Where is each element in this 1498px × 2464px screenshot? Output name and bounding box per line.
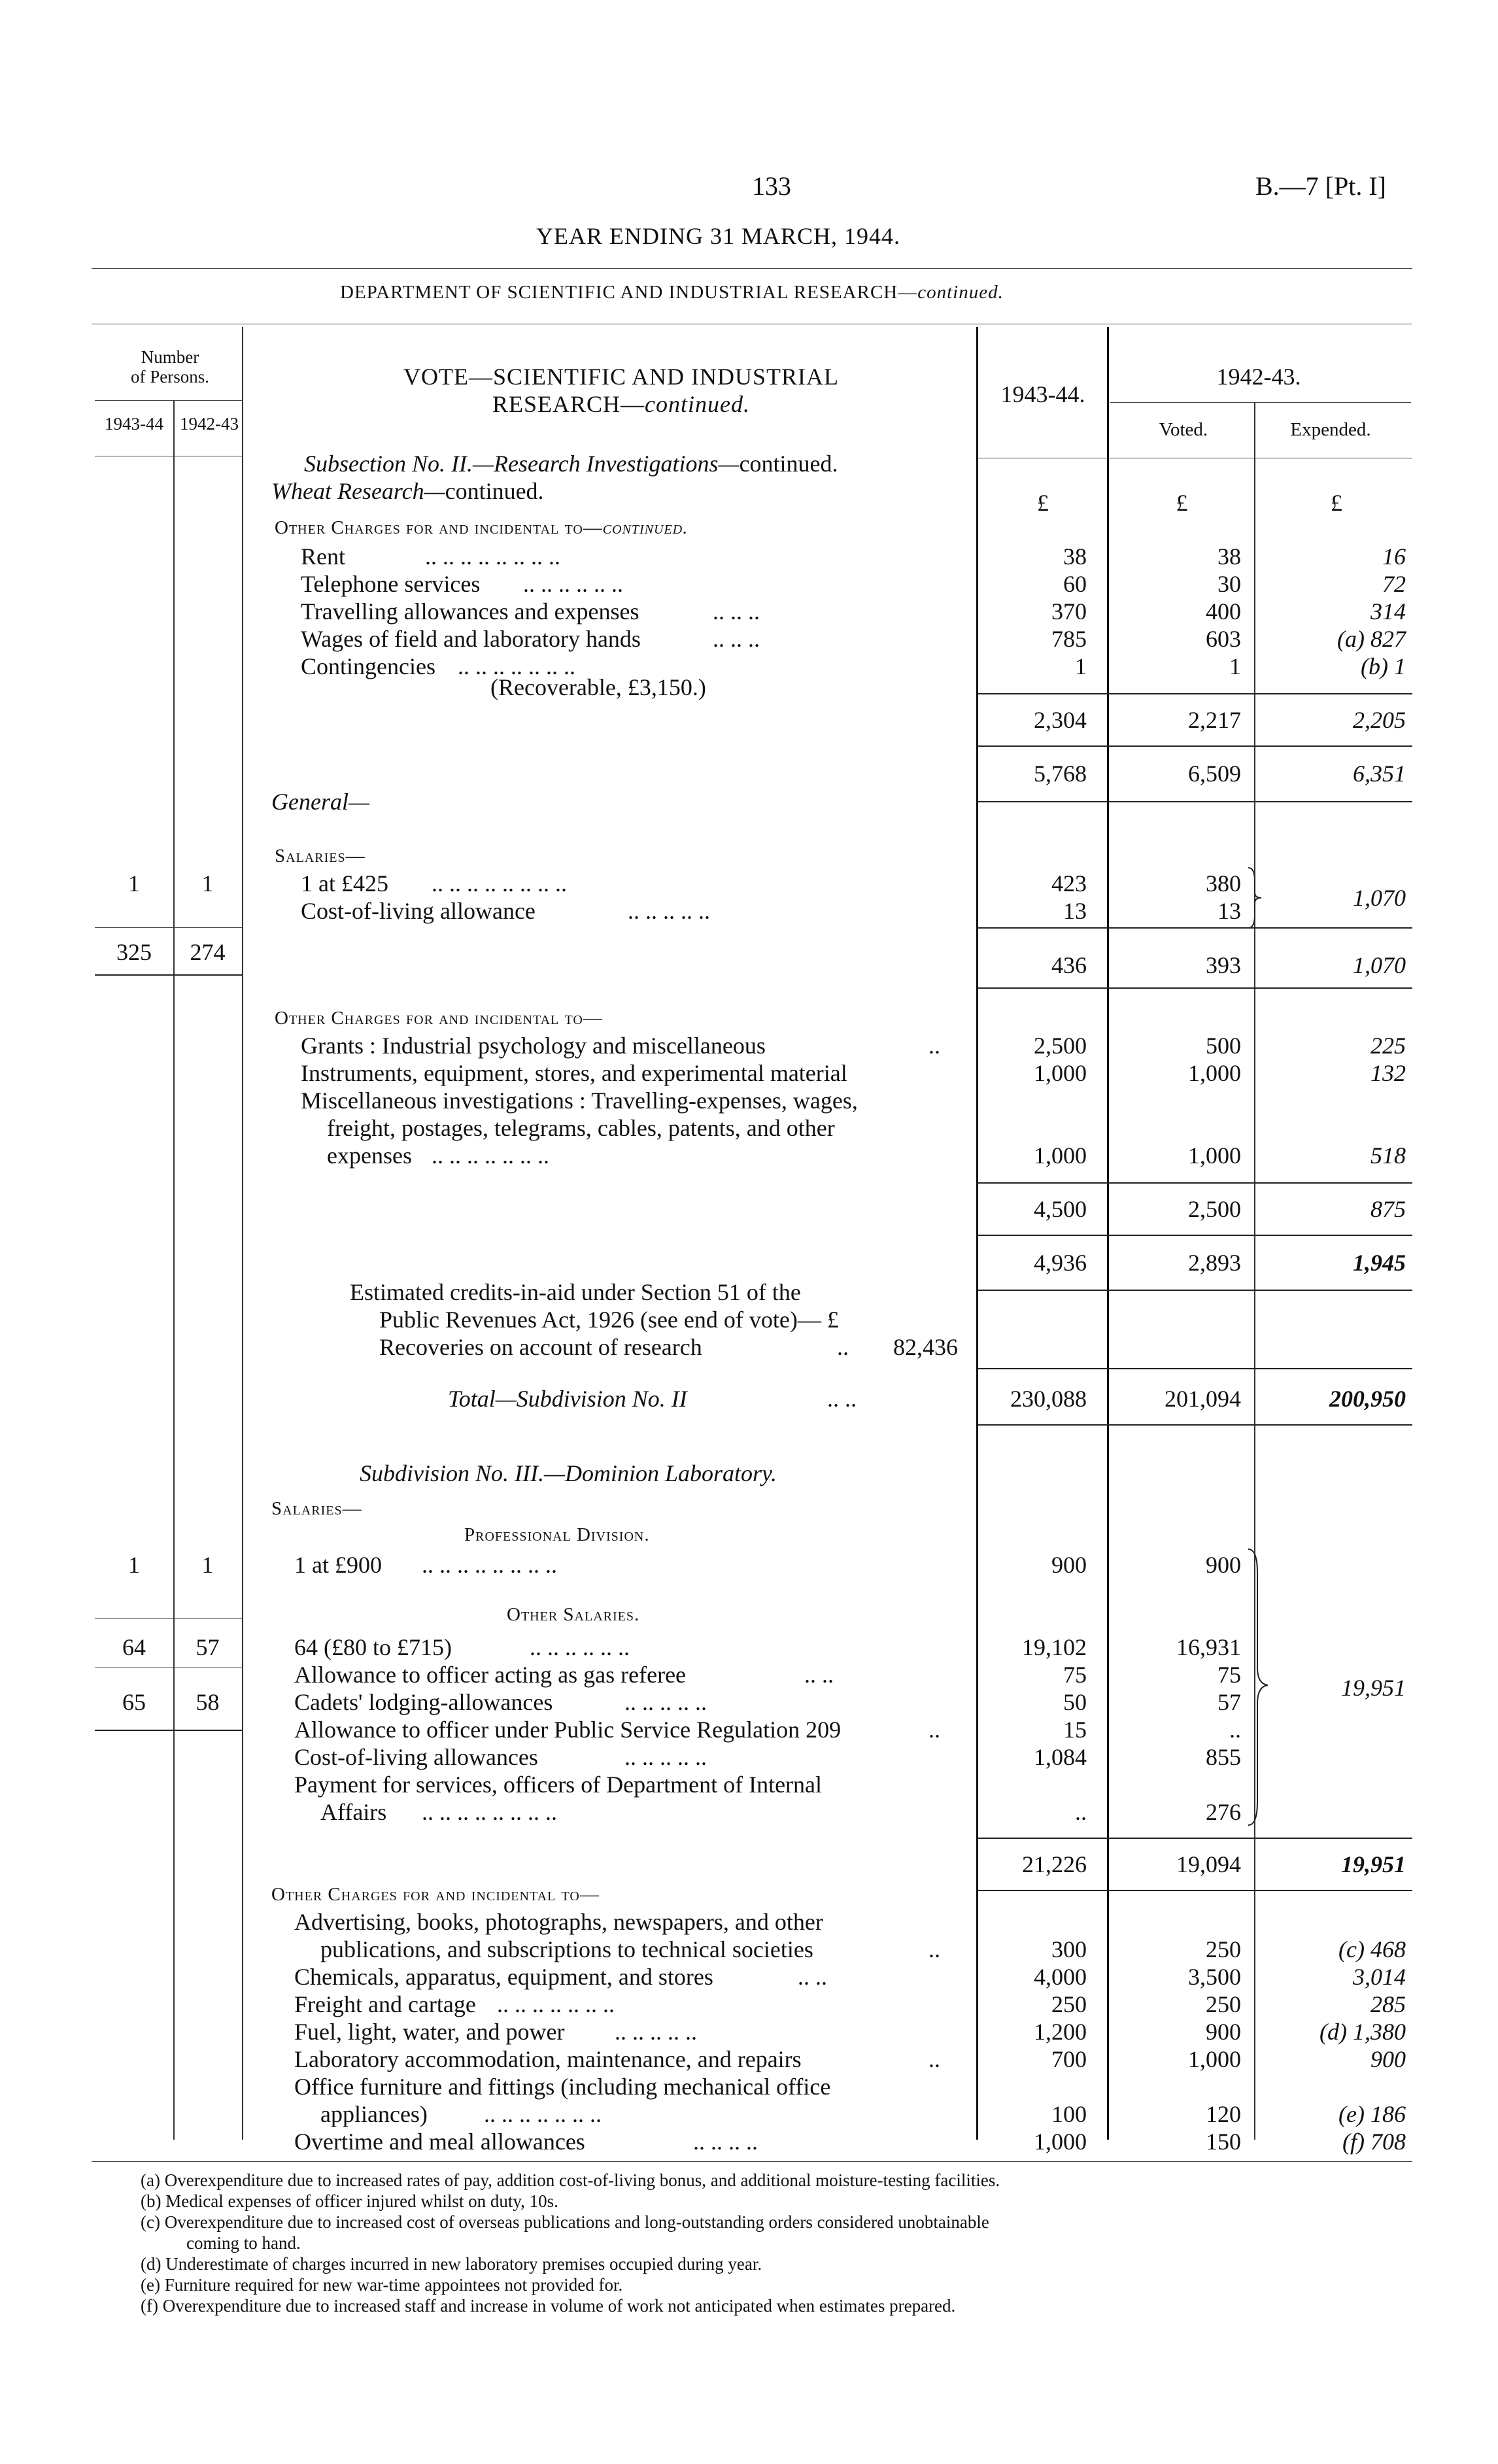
s3-fuel-voted: 900 [1206, 2019, 1241, 2045]
s1-row-1-1943: 60 [1063, 571, 1087, 597]
s1-row-2-expended: 314 [1370, 598, 1406, 625]
s3-office-expended: (e) 186 [1338, 2101, 1406, 2127]
s3-chem-1943: 4,000 [1034, 1964, 1087, 1990]
g-misc-line1: Miscellaneous investigations : Travelling-expenses, wages, [301, 1087, 858, 1114]
footnote-f: (f) Overexpenditure due to increased staff and increase in volume of work not anticipated when estimates prepared. [141, 2296, 956, 2316]
s3-chem-dots: .. .. [798, 1964, 827, 1990]
s3-adv-dots: .. [928, 1936, 940, 1962]
s3-office-1943: 100 [1051, 2101, 1087, 2127]
s3-adv-voted: 250 [1206, 1936, 1241, 1962]
g-misc-voted: 1,000 [1188, 1142, 1241, 1169]
g-r2-label: Cost-of-living allowance [301, 898, 536, 924]
subdiv-total-label: Total—Subdivision No. II [448, 1386, 687, 1412]
s3-fuel-label: Fuel, light, water, and power [294, 2019, 565, 2045]
subdiv3-salaries-heading: Salaries— [271, 1498, 362, 1519]
s3-r5-voted: .. [1229, 1717, 1241, 1743]
s3-r6-voted: 855 [1206, 1744, 1241, 1770]
s1-row-4-voted: 1 [1229, 653, 1241, 679]
s3-sub-1943: 21,226 [1022, 1851, 1087, 1877]
g-total-rule2 [978, 1290, 1412, 1291]
s1-subtotal-rule [978, 693, 1412, 694]
g-persons-total-1: 325 [116, 939, 152, 965]
g-persons-total-rule [95, 974, 242, 976]
g-total-1943: 4,936 [1034, 1250, 1087, 1276]
s3-r4-1943: 50 [1063, 1689, 1087, 1715]
s1-row-1-expended: 72 [1382, 571, 1406, 597]
other-salaries-heading: Other Salaries. [507, 1604, 640, 1625]
credits-value: 82,436 [893, 1334, 958, 1360]
s1-row-2-dots: .. .. .. [713, 598, 760, 625]
g-sub-voted: 393 [1206, 952, 1241, 978]
s1-rule3 [978, 801, 1412, 802]
s3-r7-1943: .. [1075, 1799, 1087, 1825]
recoverable-note: (Recoverable, £3,150.) [490, 674, 706, 700]
g-total-voted: 2,893 [1188, 1250, 1241, 1276]
footnote-b: (b) Medical expenses of officer injured whilst on duty, 10s. [141, 2191, 558, 2211]
s3-r4-dots: .. .. .. .. .. [624, 1689, 707, 1715]
credits-line3: Recoveries on account of research [379, 1334, 702, 1360]
g-misc-dots: .. .. .. .. .. .. .. [432, 1142, 549, 1169]
s3-sub-expended: 19,951 [1341, 1851, 1406, 1877]
g-oc-sub-voted: 2,500 [1188, 1196, 1241, 1222]
s3-sub-rule [978, 1838, 1412, 1839]
s1-row-1-voted: 30 [1217, 571, 1241, 597]
s3-office-label: appliances) [320, 2101, 428, 2127]
s3-r3-label: Allowance to officer acting as gas referee [294, 1662, 687, 1688]
s3-lab-voted: 1,000 [1188, 2046, 1241, 2072]
s1-row-2-label: Travelling allowances and expenses [301, 598, 639, 625]
s3-r6-1943: 1,084 [1034, 1744, 1087, 1770]
g-instr-1943: 1,000 [1034, 1060, 1087, 1086]
g-instr-label: Instruments, equipment, stores, and experimental material [301, 1060, 847, 1086]
g-r2-1943: 13 [1063, 898, 1087, 924]
vote-title-line1: VOTE—SCIENTIFIC AND INDUSTRIAL [403, 364, 839, 390]
s3-lab-expended: 900 [1370, 2046, 1406, 2072]
year-heading: YEAR ENDING 31 MARCH, 1944. [536, 223, 900, 249]
s3-r3-dots: .. .. [804, 1662, 834, 1688]
pound-1943: £ [1037, 490, 1049, 516]
other-charges-heading: Other Charges for and incidental to—continued. [275, 517, 689, 538]
footnote-a: (a) Overexpenditure due to increased rates of pay, addition cost-of-living bonus, and additional moisture-testing facilities. [141, 2170, 1000, 2190]
s1-row-0-dots: .. .. .. .. .. .. .. .. [425, 543, 560, 570]
s1-row-3-voted: 603 [1206, 626, 1241, 652]
s1-row-0-expended: 16 [1382, 543, 1406, 570]
s1-total-1943: 5,768 [1034, 761, 1087, 787]
s3-office-dots: .. .. .. .. .. .. .. [484, 2101, 602, 2127]
g-r2-dots: .. .. .. .. .. [628, 898, 710, 924]
footnote-rule [92, 2161, 1412, 2162]
s3-freight-label: Freight and cartage [294, 1991, 476, 2017]
s3-office-voted: 120 [1206, 2101, 1241, 2127]
persons-right-rule [242, 327, 243, 2140]
s3-r5-label: Allowance to officer under Public Service Regulation 209 [294, 1717, 842, 1743]
s3-fuel-dots: .. .. .. .. .. [615, 2019, 697, 2045]
s1-sub-voted: 2,217 [1188, 707, 1241, 733]
s3-r7-label: Affairs [320, 1799, 387, 1825]
footnote-c: (c) Overexpenditure due to increased cost of overseas publications and long-outstanding orders considered unobtainable [141, 2212, 989, 2232]
voted-header: Voted. [1159, 419, 1208, 440]
s3-r1-dots: .. .. .. .. .. .. .. .. [422, 1552, 557, 1578]
s3-lab-1943: 700 [1051, 2046, 1087, 2072]
g-total-rule [978, 1235, 1412, 1236]
s3-r6-label: Cost-of-living allowances [294, 1744, 538, 1770]
col-1942-rule [1110, 402, 1411, 403]
g-sub-expended: 1,070 [1353, 952, 1406, 978]
s3-r3-voted: 75 [1217, 1662, 1241, 1688]
g-r1-voted: 380 [1206, 870, 1241, 897]
document-reference: B.—7 [Pt. I] [1255, 171, 1386, 201]
s3-lab-label: Laboratory accommodation, maintenance, and repairs [294, 2046, 802, 2072]
s3-r1-label: 1 at £900 [294, 1552, 382, 1578]
s3-freight-voted: 250 [1206, 1991, 1241, 2017]
g-total-expended: 1,945 [1353, 1250, 1406, 1276]
subsection-heading: Subsection No. II.—Research Investigations—continued. [304, 451, 838, 477]
footnote-d: (d) Underestimate of charges incurred in new laboratory premises occupied during year. [141, 2254, 762, 2274]
s3-fuel-expended: (d) 1,380 [1319, 2019, 1406, 2045]
s3-adv-expended: (c) 468 [1338, 1936, 1406, 1962]
vote-title-line2: RESEARCH—continued. [492, 391, 750, 417]
s1-row-3-label: Wages of field and laboratory hands [301, 626, 641, 652]
g-misc-line2: freight, postages, telegrams, cables, patents, and other [327, 1115, 835, 1141]
s3-chem-label: Chemicals, apparatus, equipment, and stores [294, 1964, 713, 1990]
s3-freight-dots: .. .. .. .. .. .. .. [497, 1991, 615, 2017]
g-sub-rule2 [978, 987, 1412, 989]
s3-r4-voted: 57 [1217, 1689, 1241, 1715]
s3-r2-1943: 19,102 [1022, 1634, 1087, 1660]
subdiv-total-bottom-rule [978, 1424, 1412, 1426]
persons-header-rule [95, 400, 242, 401]
g-other-charges-heading: Other Charges for and incidental to— [275, 1008, 603, 1029]
g-instr-voted: 1,000 [1188, 1060, 1241, 1086]
s3-r5-dots: .. [928, 1717, 940, 1743]
professional-division-heading: Professional Division. [464, 1524, 650, 1545]
g-grants-1943: 2,500 [1034, 1033, 1087, 1059]
s1-row-0-label: Rent [301, 543, 345, 570]
s1-rule2 [978, 745, 1412, 747]
credits-line1: Estimated credits-in-aid under Section 51 of the [350, 1279, 801, 1305]
credits-line2: Public Revenues Act, 1926 (see end of vote)— £ [379, 1307, 839, 1333]
s3-r6-dots: .. .. .. .. .. [624, 1744, 707, 1770]
persons-divider [173, 400, 175, 2140]
pound-expended: £ [1331, 490, 1342, 516]
credits-dots: .. [837, 1334, 849, 1360]
subdiv-total-voted: 201,094 [1165, 1386, 1241, 1412]
s3-r2-dots: .. .. .. .. .. .. [530, 1634, 630, 1660]
s3-r4-p2: 58 [196, 1689, 220, 1715]
s3-r1-voted: 900 [1206, 1552, 1241, 1578]
s3-r2-voted: 16,931 [1176, 1634, 1241, 1660]
pound-voted: £ [1176, 490, 1188, 516]
subdiv3-heading: Subdivision No. III.—Dominion Laboratory. [360, 1460, 777, 1486]
s3-lab-dots: .. [928, 2046, 940, 2072]
g-grants-expended: 225 [1370, 1033, 1406, 1059]
persons-col-1943: 1943-44 [105, 414, 163, 434]
g-misc-1943: 1,000 [1034, 1142, 1087, 1169]
s3-r1-p2: 1 [201, 1552, 214, 1578]
col-1943-header: 1943-44. [1000, 381, 1085, 407]
g-oc-rule [978, 1182, 1412, 1184]
g-r1-p1: 1 [128, 870, 140, 897]
s3-adv-line1: Advertising, books, photographs, newspapers, and other [294, 1909, 823, 1935]
footnote-e: (e) Furniture required for new war-time appointees not provided for. [141, 2275, 623, 2295]
s3-adv-1943: 300 [1051, 1936, 1087, 1962]
s1-row-4-1943: 1 [1075, 653, 1087, 679]
s3-freight-1943: 250 [1051, 1991, 1087, 2017]
s3-chem-expended: 3,014 [1353, 1964, 1406, 1990]
s1-sub-expended: 2,205 [1353, 707, 1406, 733]
s1-row-1-dots: .. .. .. .. .. .. [523, 571, 623, 597]
g-grants-label: Grants : Industrial psychology and miscellaneous [301, 1033, 766, 1059]
s1-row-3-expended: (a) 827 [1337, 626, 1406, 652]
g-misc-expended: 518 [1370, 1142, 1406, 1169]
department-heading: DEPARTMENT OF SCIENTIFIC AND INDUSTRIAL RESEARCH—continued. [340, 282, 1004, 303]
persons-title-line2: of Persons. [131, 367, 209, 386]
subdiv-total-top-rule [978, 1368, 1412, 1369]
g-instr-expended: 132 [1370, 1060, 1406, 1086]
g-sub-rule [978, 927, 1412, 929]
s3-r7-dots: .. .. .. .. .. .. .. .. [422, 1799, 557, 1825]
s3-r2-p2: 57 [196, 1634, 220, 1660]
g-persons-rule [95, 927, 242, 928]
s1-row-2-voted: 400 [1206, 598, 1241, 625]
voted-expended-divider [1254, 402, 1255, 2140]
subdiv-total-1943: 230,088 [1010, 1386, 1087, 1412]
general-heading: General— [271, 789, 369, 815]
s1-row-2-1943: 370 [1051, 598, 1087, 625]
s1-row-4-expended: (b) 1 [1361, 653, 1406, 679]
s1-row-0-voted: 38 [1217, 543, 1241, 570]
s3-persons-rule-bottom [95, 1730, 242, 1731]
g-r2-voted: 13 [1217, 898, 1241, 924]
s1-sub-1943: 2,304 [1034, 707, 1087, 733]
s3-r1-p1: 1 [128, 1552, 140, 1578]
s1-row-3-dots: .. .. .. [713, 626, 760, 652]
subdiv-total-expended: 200,950 [1329, 1386, 1406, 1412]
s3-r1-1943: 900 [1051, 1552, 1087, 1578]
g-r1-label: 1 at £425 [301, 870, 388, 897]
g-persons-total-2: 274 [190, 939, 226, 965]
s1-row-4-dots: .. .. .. .. .. .. .. [458, 653, 575, 679]
s3-r5-1943: 15 [1063, 1717, 1087, 1743]
general-salaries-heading: Salaries— [275, 846, 366, 866]
g-r1-dots: .. .. .. .. .. .. .. .. [432, 870, 567, 897]
g-brace-expended: 1,070 [1353, 885, 1406, 911]
s3-r4-p1: 65 [122, 1689, 146, 1715]
s3-r4-label: Cadets' lodging-allowances [294, 1689, 553, 1715]
g-oc-sub-1943: 4,500 [1034, 1196, 1087, 1222]
g-grants-dots: .. [928, 1033, 940, 1059]
s3-r7-voted: 276 [1206, 1799, 1241, 1825]
col-1943-right-rule [1107, 327, 1109, 2140]
s3-r7-line1: Payment for services, officers of Department of Internal [294, 1771, 823, 1798]
s3-sub-rule2 [978, 1890, 1412, 1891]
col-1942-header: 1942-43. [1216, 364, 1301, 390]
s3-adv-label: publications, and subscriptions to technical societies [320, 1936, 813, 1962]
g-oc-sub-expended: 875 [1370, 1196, 1406, 1222]
g-r1-1943: 423 [1051, 870, 1087, 897]
s3-office-line1: Office furniture and fittings (including mechanical office [294, 2074, 831, 2100]
g-grants-voted: 500 [1206, 1033, 1241, 1059]
s3-overtime-1943: 1,000 [1034, 2129, 1087, 2155]
persons-title-line1: Number [141, 347, 199, 367]
g-sub-1943: 436 [1051, 952, 1087, 978]
s1-row-3-1943: 785 [1051, 626, 1087, 652]
page-number: 133 [752, 171, 791, 201]
footnote-c-cont: coming to hand. [186, 2233, 301, 2253]
s1-row-0-1943: 38 [1063, 543, 1087, 570]
s3-other-charges-heading: Other Charges for and incidental to— [271, 1884, 600, 1905]
s1-total-voted: 6,509 [1188, 761, 1241, 787]
s3-fuel-1943: 1,200 [1034, 2019, 1087, 2045]
s3-sub-voted: 19,094 [1176, 1851, 1241, 1877]
s3-overtime-label: Overtime and meal allowances [294, 2129, 585, 2155]
s3-persons-rule-top [95, 1618, 242, 1619]
s3-chem-voted: 3,500 [1188, 1964, 1241, 1990]
s3-overtime-voted: 150 [1206, 2129, 1241, 2155]
header-rule [92, 268, 1412, 269]
s3-r2-label: 64 (£80 to £715) [294, 1634, 452, 1660]
g-misc-line3-label: expenses [327, 1142, 412, 1169]
subdiv-total-dots: .. .. [827, 1386, 857, 1412]
s1-row-4-label: Contingencies [301, 653, 435, 679]
s3-brace-expended: 19,951 [1341, 1675, 1406, 1701]
s3-freight-expended: 285 [1370, 1991, 1406, 2017]
persons-col-1942: 1942-43 [180, 414, 239, 434]
s3-r2-p1: 64 [122, 1634, 146, 1660]
s1-total-expended: 6,351 [1353, 761, 1406, 787]
expended-header: Expended. [1290, 419, 1371, 440]
wheat-heading: Wheat Research—continued. [271, 478, 544, 504]
s3-overtime-dots: .. .. .. .. [693, 2129, 758, 2155]
s1-row-1-label: Telephone services [301, 571, 481, 597]
s3-r3-1943: 75 [1063, 1662, 1087, 1688]
s3-overtime-expended: (f) 708 [1342, 2129, 1406, 2155]
col-1943-left-rule [976, 327, 978, 2140]
g-r1-p2: 1 [201, 870, 214, 897]
